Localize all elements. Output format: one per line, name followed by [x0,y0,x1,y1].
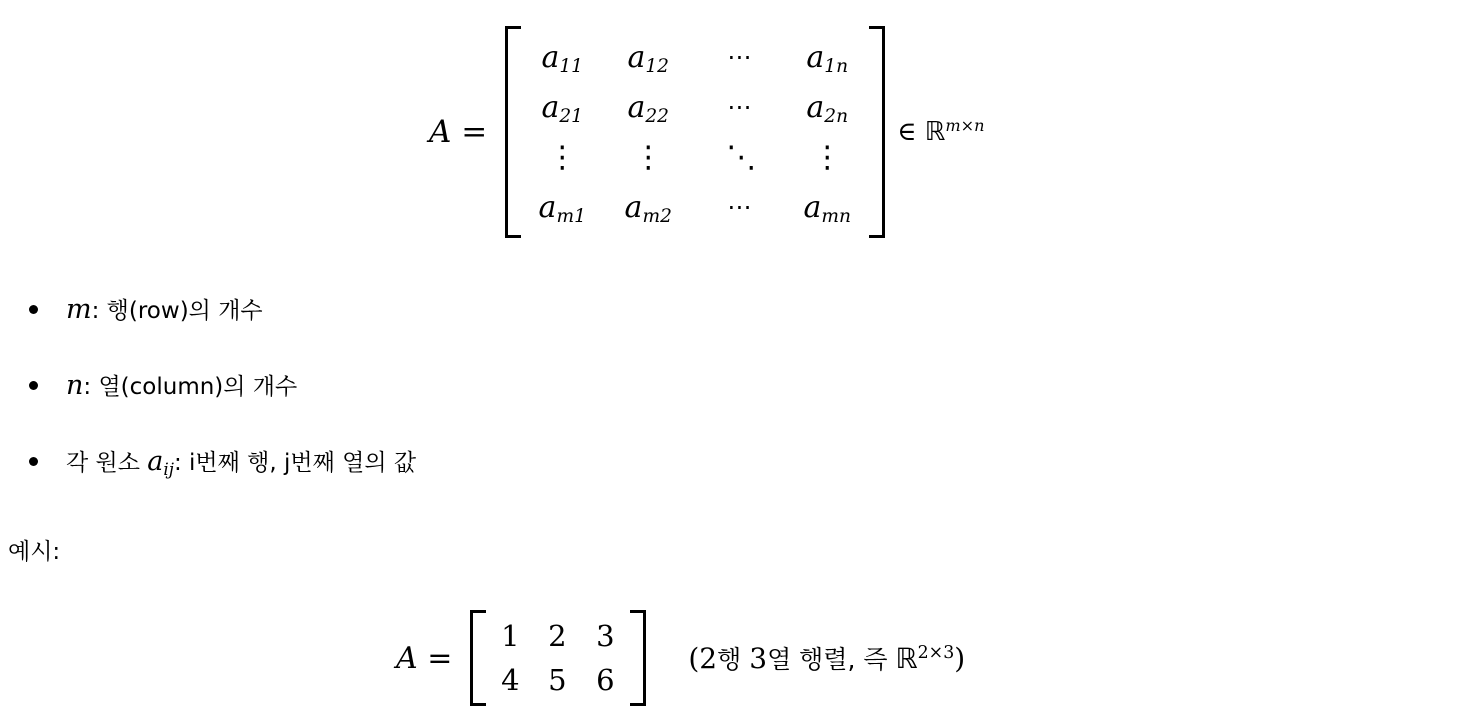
example-equation [396,610,965,706]
matrix-entry-a11: $a_{11}$ [541,39,584,78]
example-equation-lhs: A = [396,640,453,676]
matrix-cell: 4 [501,663,520,697]
rows-description: : 행(row)의 개수 [91,298,263,324]
general-matrix [521,32,869,232]
matrix-space: ∈ ℝ$^{m\times n}$ [897,116,985,147]
matrix-cell: 2 [548,619,567,653]
bullet-icon [29,457,38,466]
right-bracket [869,26,885,238]
matrix-entry-amn: $a_{mn}$ [803,189,851,228]
matrix-definition-equation [429,26,985,238]
matrix-entry-hdots: ⋯ [727,43,756,71]
matrix-entry-a2n: $a_{2n}$ [806,89,849,128]
symbol-n: n [66,370,84,401]
example-label: 예시: [8,539,61,565]
matrix-cell: 3 [596,619,615,653]
example-matrix [486,614,630,702]
columns-description: : 열(column)의 개수 [83,374,298,400]
matrix-entry-vdots: ⋮ [812,139,843,175]
bullet-icon [29,381,38,390]
symbol-aij: $a_{ij}$ [147,446,174,480]
matrix-entry-vdots: ⋮ [633,139,664,175]
matrix-entry-am1: $a_{m1}$ [538,189,586,228]
matrix-entry-hdots: ⋯ [727,193,756,221]
bullet-icon [29,305,38,314]
matrix-entry-am2: $a_{m2}$ [624,189,672,228]
element-description: : i번째 행, j번째 열의 값 [173,450,417,476]
matrix-cell: 6 [596,663,615,697]
matrix-entry-vdots: ⋮ [547,139,578,175]
equation-lhs: A = [429,114,488,150]
matrix-entry-hdots: ⋯ [727,93,756,121]
matrix-entry-a22: $a_{22}$ [627,89,670,128]
matrix-entry-a1n: $a_{1n}$ [806,39,849,78]
matrix-entry-ddots: ⋱ [726,139,757,175]
element-prefix: 각 원소 [66,450,148,476]
matrix-cell: 5 [548,663,567,697]
symbol-m: m [66,294,92,325]
example-note: (2행 3열 행렬, 즉 ℝ$^{2\times 3}$) [688,642,966,675]
left-bracket [470,610,486,706]
left-bracket [505,26,521,238]
matrix-cell: 1 [501,619,520,653]
right-bracket [630,610,646,706]
matrix-entry-a12: $a_{12}$ [627,39,670,78]
matrix-entry-a21: $a_{21}$ [541,89,584,128]
